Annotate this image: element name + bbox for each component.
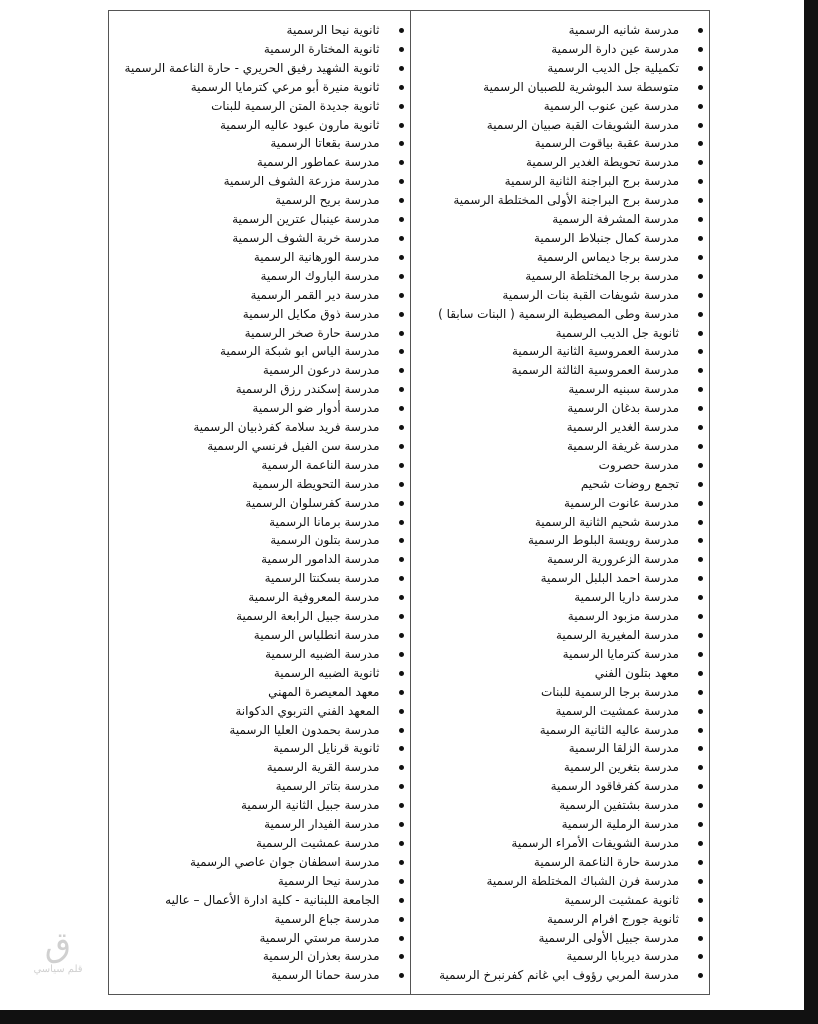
list-item: ثانوية نيحا الرسمية (109, 21, 380, 40)
list-item: مدرسة برج البراجنة الأولى المختلطة الرسمية (411, 191, 680, 210)
list-item: مدرسة برجا الرسمية للبنات (411, 683, 680, 702)
list-item: مدرسة العمروسية الثالثة الرسمية (411, 361, 680, 380)
watermark-text: قلم سياسي (33, 964, 83, 975)
list-item: مدرسة بتلون الرسمية (109, 531, 380, 550)
list-item: مدرسة مزرعة الشوف الرسمية (109, 172, 380, 191)
list-item: مدرسة انطلياس الرسمية (109, 626, 380, 645)
list-item: مدرسة جبيل الرابعة الرسمية (109, 607, 380, 626)
list-item: مدرسة نيحا الرسمية (109, 872, 380, 891)
list-item: مدرسة أدوار ضو الرسمية (109, 399, 380, 418)
list-item: مدرسة عين دارة الرسمية (411, 40, 680, 59)
list-item: مدرسة بتغرين الرسمية (411, 758, 680, 777)
list-item: مدرسة داريا الرسمية (411, 588, 680, 607)
photo-border-bottom (0, 1010, 818, 1024)
list-item: مدرسة دير القمر الرسمية (109, 286, 380, 305)
list-item: مدرسة حارة صخر الرسمية (109, 324, 380, 343)
list-item: مدرسة شويفات القبة بنات الرسمية (411, 286, 680, 305)
list-item: ثانوية قرنايل الرسمية (109, 739, 380, 758)
list-item: مدرسة الشويفات القبة صبيان الرسمية (411, 116, 680, 135)
list-item: مدرسة شانيه الرسمية (411, 21, 680, 40)
list-item: معهد المعيصرة المهني (109, 683, 380, 702)
list-item: مدرسة ذوق مكايل الرسمية (109, 305, 380, 324)
list-item: مدرسة عين عنوب الرسمية (411, 97, 680, 116)
list-item: مدرسة فرن الشباك المختلطة الرسمية (411, 872, 680, 891)
list-item: مدرسة برجا ديماس الرسمية (411, 248, 680, 267)
list-item: ثانوية منيرة أبو مرعي كترمايا الرسمية (109, 78, 380, 97)
list-item: مدرسة الناعمة الرسمية (109, 456, 380, 475)
list-item: مدرسة وطى المصيطبة الرسمية ( البنات سابقا ) (411, 305, 680, 324)
list-item: مدرسة فريد سلامة كفرذبيان الرسمية (109, 418, 380, 437)
list-item: مدرسة عقبة بياقوت الرسمية (411, 134, 680, 153)
list-item: ثانوية الشهيد رفيق الحريري - حارة الناعمة الرسمية (109, 59, 380, 78)
list-item: ثانوية جورج افرام الرسمية (411, 910, 680, 929)
list-item: مدرسة بشتفين الرسمية (411, 796, 680, 815)
list-item: مدرسة سن الفيل فرنسي الرسمية (109, 437, 380, 456)
list-item: مدرسة عماطور الرسمية (109, 153, 380, 172)
list-item: مدرسة الياس ابو شبكة الرسمية (109, 342, 380, 361)
list-item: مدرسة عاليه الثانية الرسمية (411, 721, 680, 740)
watermark-glyph: ق (44, 925, 72, 965)
list-item: مدرسة برج البراجنة الثانية الرسمية (411, 172, 680, 191)
list-item: مدرسة احمد البلبل الرسمية (411, 569, 680, 588)
school-list-left (109, 21, 380, 985)
list-item: ثانوية عمشيت الرسمية (411, 891, 680, 910)
list-item: ثانوية المختارة الرسمية (109, 40, 380, 59)
list-item: مدرسة كترمايا الرسمية (411, 645, 680, 664)
list-item: مدرسة درعون الرسمية (109, 361, 380, 380)
photo-border-right (804, 0, 818, 1024)
list-item: مدرسة مزبود الرسمية (411, 607, 680, 626)
list-item: مدرسة الرملية الرسمية (411, 815, 680, 834)
list-item: مدرسة تحويطة الغدير الرسمية (411, 153, 680, 172)
list-item: مدرسة بعذران الرسمية (109, 947, 380, 966)
list-item: الجامعة اللبنانية - كلية ادارة الأعمال – عاليه (109, 891, 380, 910)
list-item: مدرسة جبيل الأولى الرسمية (411, 929, 680, 948)
table-column-right (410, 11, 710, 994)
list-item: مدرسة حارة الناعمة الرسمية (411, 853, 680, 872)
list-item: مدرسة المعروفية الرسمية (109, 588, 380, 607)
list-item: مدرسة الزعرورية الرسمية (411, 550, 680, 569)
list-item: مدرسة الغدير الرسمية (411, 418, 680, 437)
list-item: مدرسة شحيم الثانية الرسمية (411, 513, 680, 532)
list-item: مدرسة عمشيت الرسمية (411, 702, 680, 721)
list-item: مدرسة بتاتر الرسمية (109, 777, 380, 796)
list-item: مدرسة الفيدار الرسمية (109, 815, 380, 834)
list-item: متوسطة سد البوشرية للصبيان الرسمية (411, 78, 680, 97)
list-item: مدرسة عينبال عترين الرسمية (109, 210, 380, 229)
list-item: مدرسة خربة الشوف الرسمية (109, 229, 380, 248)
school-list-right (411, 21, 680, 985)
list-item: مدرسة بسكنتا الرسمية (109, 569, 380, 588)
list-item: مدرسة عانوت الرسمية (411, 494, 680, 513)
list-item: مدرسة مرستي الرسمية (109, 929, 380, 948)
list-item: مدرسة كمال جنبلاط الرسمية (411, 229, 680, 248)
list-item: مدرسة الدامور الرسمية (109, 550, 380, 569)
list-item: مدرسة بريح الرسمية (109, 191, 380, 210)
schools-table (108, 10, 710, 995)
list-item: مدرسة كفرفاقود الرسمية (411, 777, 680, 796)
list-item: مدرسة المربي رؤوف ابي غانم كفرنبرخ الرسمية (411, 966, 680, 985)
list-item: مدرسة التحويطة الرسمية (109, 475, 380, 494)
list-item: ثانوية جديدة المتن الرسمية للبنات (109, 97, 380, 116)
list-item: مدرسة عمشيت الرسمية (109, 834, 380, 853)
list-item: مدرسة القرية الرسمية (109, 758, 380, 777)
list-item: مدرسة الباروك الرسمية (109, 267, 380, 286)
list-item: مدرسة كفرسلوان الرسمية (109, 494, 380, 513)
list-item: مدرسة ديربابا الرسمية (411, 947, 680, 966)
list-item: مدرسة بحمدون العليا الرسمية (109, 721, 380, 740)
list-item: مدرسة جباع الرسمية (109, 910, 380, 929)
list-item: مدرسة برجا المختلطة الرسمية (411, 267, 680, 286)
list-item: ثانوية مارون عبود عاليه الرسمية (109, 116, 380, 135)
list-item: مدرسة المغيرية الرسمية (411, 626, 680, 645)
list-item: تكميلية جل الديب الرسمية (411, 59, 680, 78)
list-item: مدرسة حمانا الرسمية (109, 966, 380, 985)
list-item: مدرسة بدغان الرسمية (411, 399, 680, 418)
list-item: مدرسة غريفة الرسمية (411, 437, 680, 456)
list-item: مدرسة المشرفة الرسمية (411, 210, 680, 229)
list-item: مدرسة الضبيه الرسمية (109, 645, 380, 664)
list-item: مدرسة جبيل الثانية الرسمية (109, 796, 380, 815)
list-item: مدرسة حصروت (411, 456, 680, 475)
list-item: مدرسة اسطفان جوان عاصي الرسمية (109, 853, 380, 872)
list-item: تجمع روضات شحيم (411, 475, 680, 494)
table-column-left (109, 11, 410, 994)
list-item: مدرسة العمروسية الثانية الرسمية (411, 342, 680, 361)
list-item: مدرسة سبنيه الرسمية (411, 380, 680, 399)
watermark-logo (28, 926, 88, 986)
list-item: مدرسة الورهانية الرسمية (109, 248, 380, 267)
list-item: معهد بتلون الفني (411, 664, 680, 683)
list-item: المعهد الفني التربوي الدكوانة (109, 702, 380, 721)
list-item: مدرسة الشويفات الأمراء الرسمية (411, 834, 680, 853)
list-item: مدرسة بقعاتا الرسمية (109, 134, 380, 153)
list-item: ثانوية جل الديب الرسمية (411, 324, 680, 343)
list-item: ثانوية الضبيه الرسمية (109, 664, 380, 683)
list-item: مدرسة إسكندر رزق الرسمية (109, 380, 380, 399)
list-item: مدرسة برمانا الرسمية (109, 513, 380, 532)
list-item: مدرسة الزلقا الرسمية (411, 739, 680, 758)
list-item: مدرسة رويسة البلوط الرسمية (411, 531, 680, 550)
